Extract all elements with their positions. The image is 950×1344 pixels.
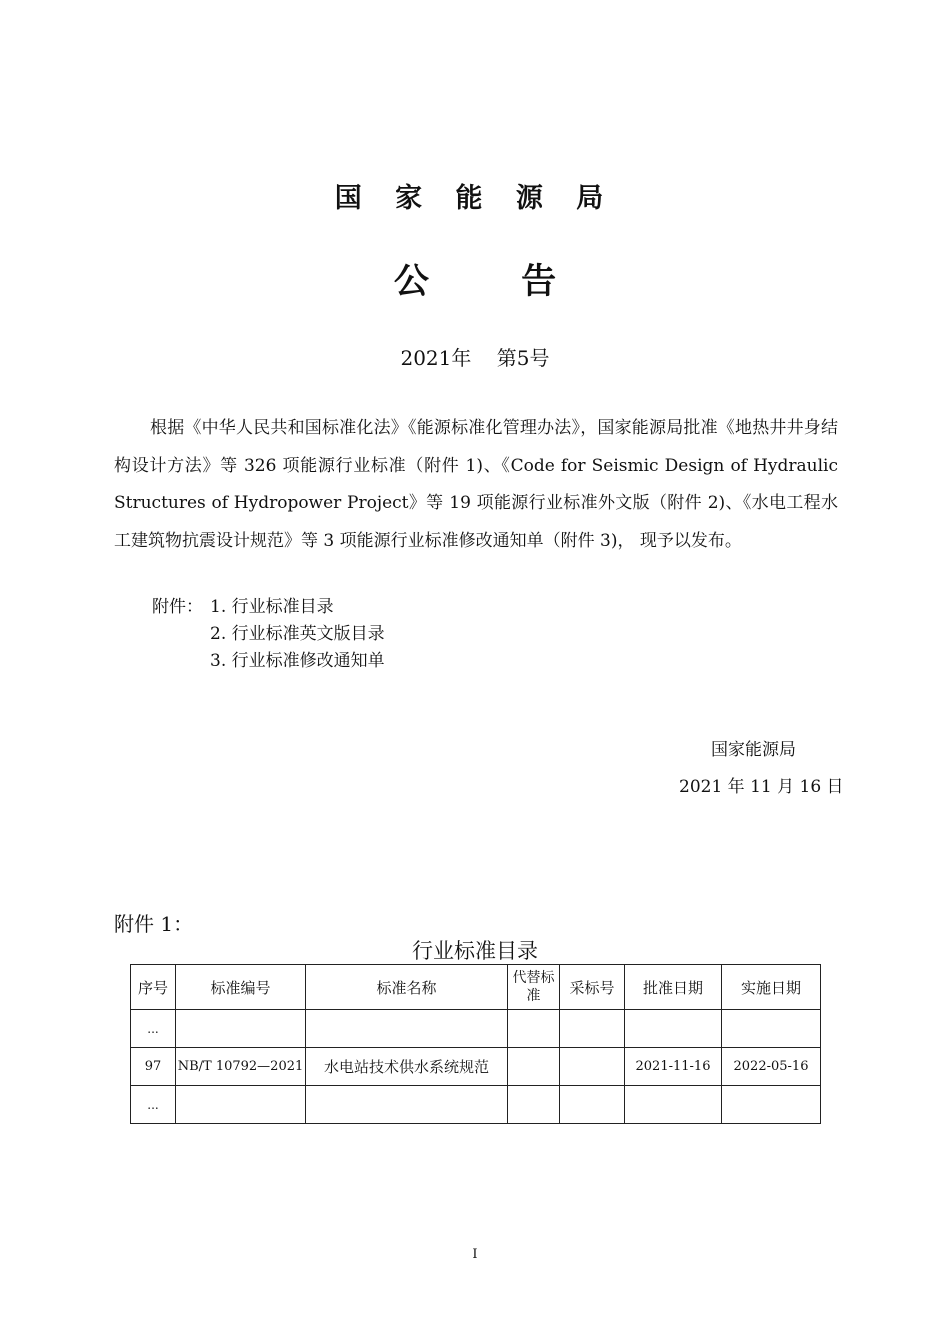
cell-replaced-standard xyxy=(508,1010,560,1048)
signature-organization: 国家能源局 xyxy=(711,740,796,760)
cell-approval-date xyxy=(625,1086,722,1124)
cell-index: ... xyxy=(131,1086,176,1124)
announcement-body: 根据《中华人民共和国标准化法》《能源标准化管理办法》，国家能源局批准《地热井井身结构设计方法》等 326 项能源行业标准（附件 1)、《Code for Seismic Design of Hydraulic Structures of Hydropower Project》等 19 项能源行业标准外文版（附件 2)、《水电工程水工建筑物抗震设计规范》等 3 项能源行业标准修改通知单（附件 3)， 现予以发布。 xyxy=(114,418,838,551)
standards-table xyxy=(130,964,821,1124)
cell-standard-name: 水电站技术供水系统规范 xyxy=(306,1048,508,1086)
cell-standard-code: NB/T 10792—2021 xyxy=(176,1048,306,1086)
cell-standard-name xyxy=(306,1086,508,1124)
table-row xyxy=(131,1010,821,1048)
cell-approval-date: 2021-11-16 xyxy=(625,1048,722,1086)
cell-approval-date xyxy=(625,1010,722,1048)
announcement-number: 2021年 第5号 xyxy=(400,346,550,370)
appendix-label: 附件 1： xyxy=(114,912,194,936)
cell-standard-code xyxy=(176,1086,306,1124)
column-header-effective-date: 实施日期 xyxy=(722,965,821,1010)
table-row xyxy=(131,1086,821,1124)
column-header-approval-date: 批准日期 xyxy=(625,965,722,1010)
table-row xyxy=(131,1048,821,1086)
cell-replaced-standard xyxy=(508,1086,560,1124)
cell-adopted-code xyxy=(560,1048,625,1086)
cell-effective-date xyxy=(722,1086,821,1124)
attachment-item-2: 2. 行业标准英文版目录 xyxy=(210,624,385,644)
page-number: I xyxy=(472,1247,478,1262)
table-title: 行业标准目录 xyxy=(412,939,538,963)
cell-standard-name xyxy=(306,1010,508,1048)
cell-standard-code xyxy=(176,1010,306,1048)
table-header-row xyxy=(131,965,821,1010)
cell-adopted-code xyxy=(560,1086,625,1124)
cell-adopted-code xyxy=(560,1010,625,1048)
document-type-heading: 公 告 xyxy=(393,262,597,302)
signature-date: 2021 年 11 月 16 日 xyxy=(679,777,844,797)
column-header-index: 序号 xyxy=(131,965,176,1010)
agency-title: 国 家 能 源 局 xyxy=(334,183,616,214)
column-header-standard-code: 标准编号 xyxy=(176,965,306,1010)
column-header-adopted-code: 采标号 xyxy=(560,965,625,1010)
attachments-label: 附件： xyxy=(152,597,203,617)
column-header-replaced-standard: 代替标准 xyxy=(508,965,560,1010)
cell-effective-date: 2022-05-16 xyxy=(722,1048,821,1086)
cell-effective-date xyxy=(722,1010,821,1048)
cell-index: ... xyxy=(131,1010,176,1048)
attachment-item-1: 1. 行业标准目录 xyxy=(210,597,334,617)
cell-replaced-standard xyxy=(508,1048,560,1086)
column-header-standard-name: 标准名称 xyxy=(306,965,508,1010)
attachment-item-3: 3. 行业标准修改通知单 xyxy=(210,651,385,671)
cell-index: 97 xyxy=(131,1048,176,1086)
